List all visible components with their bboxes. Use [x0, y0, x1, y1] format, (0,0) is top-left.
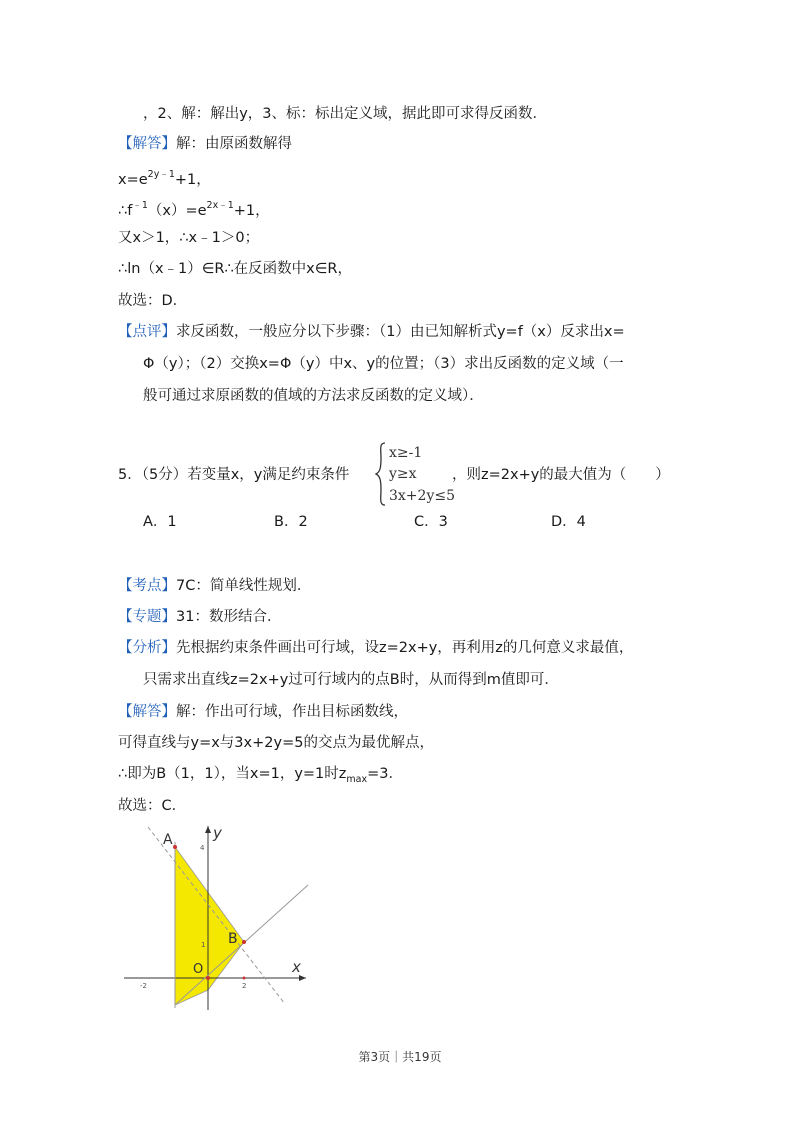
text-line-2: [118, 134, 292, 154]
jieda-text-3-sub: max: [346, 773, 368, 785]
tick-label-y-4: 4: [200, 844, 205, 852]
option-c: C．3: [414, 514, 448, 530]
tag-fenxi: 【分析】: [118, 640, 176, 656]
tag-jieda: 【解答】: [118, 136, 176, 152]
text-line-8: [118, 322, 625, 342]
jieda-text-2: 可得直线与y=x与3x+2y=5的交点为最优解点，: [118, 735, 434, 751]
text-line-9: Φ（y）；（2）交换x=Φ（y）中x、y的位置；（3）求出反函数的定义域（一: [143, 356, 624, 372]
text-line-10: 般可通过求原函数的值域的方法求反函数的定义域）．: [143, 388, 484, 404]
zhuanti-line: [118, 607, 281, 627]
option-d: D．4: [551, 514, 586, 530]
constraint-1: x≥-1: [389, 445, 423, 461]
question-suffix: ，则z=2x+y的最大值为（ ）: [452, 467, 670, 483]
option-b: B．2: [274, 514, 308, 530]
tick-label-x-minus-2: -2: [140, 982, 147, 990]
jieda-text-1: 解：作出可行域，作出目标函数线，: [176, 704, 408, 720]
feasible-region: [175, 847, 247, 1005]
text-line-5: 又x＞1，∴x﹣1＞0；: [118, 230, 260, 246]
text-line-8-rest: 求反函数，一般应分以下步骤：（1）由已知解析式y=f（x）反求出x=: [176, 324, 625, 340]
text-line-4-exponent: 2x﹣1: [206, 200, 234, 211]
label-x: x: [292, 958, 301, 976]
point-a-marker: [173, 845, 177, 849]
text-line-3: [118, 166, 211, 190]
constraint-2: y≥x: [389, 466, 417, 482]
tag-kaodian: 【考点】: [118, 578, 176, 594]
page-footer: 第3页｜共19页: [358, 1050, 442, 1064]
jieda-text-3: [118, 764, 403, 790]
fenxi-text-1: 先根据约束条件画出可行域，设z=2x+y，再利用z的几何意义求最值，: [176, 640, 634, 656]
jieda-text-3-pre: ∴即为B（1，1），当x=1，y=1时z: [118, 766, 347, 782]
text-line-2-rest: 解：由原函数解得: [176, 136, 292, 152]
tick-label-x-2: 2: [242, 982, 247, 990]
point-o-marker: [206, 976, 210, 980]
label-y: y: [213, 824, 222, 842]
jieda-line: [118, 702, 408, 722]
text-line-3-exponent: 2y﹣1: [147, 169, 175, 180]
text-line-6: ∴ln（x﹣1）∈R∴在反函数中x∈R，: [118, 261, 352, 277]
text-line-3-base: x=e: [118, 171, 148, 188]
system-brace: [375, 442, 387, 506]
text-line-7: 故选：D．: [118, 293, 188, 309]
answer-line: 故选：C．: [118, 798, 187, 814]
constraint-3: 3x+2y≤5: [389, 488, 455, 504]
tag-dianping: 【点评】: [118, 324, 176, 340]
text-line-4-base: ∴f: [118, 202, 133, 219]
fenxi-line: [118, 638, 633, 658]
tag-jieda-2: 【解答】: [118, 704, 176, 720]
question-prefix: 5．（5分）若变量x，y满足约束条件: [118, 467, 350, 483]
text-line-4-tail: +1，: [233, 202, 270, 219]
feasible-region-figure: [120, 822, 310, 1012]
tag-zhuanti: 【专题】: [118, 609, 176, 625]
tick-marker-2: [243, 977, 246, 980]
tick-label-y-1: 1: [201, 941, 206, 949]
label-o: O: [193, 962, 204, 977]
text-line-1: ，2、解：解出y，3、标：标出定义域，据此即可求得反函数．: [143, 106, 548, 122]
jieda-text-3-post: =3．: [367, 766, 403, 782]
fenxi-text-2: 只需求出直线z=2x+y过可行域内的点B时，从而得到m值即可．: [143, 672, 559, 688]
label-a: A: [163, 832, 173, 848]
kaodian-text: 7C：简单线性规划．: [176, 578, 312, 594]
text-line-4-inverse-exponent: ﹣1: [132, 200, 148, 211]
text-line-4: [118, 197, 270, 221]
y-axis-arrow: [205, 826, 211, 833]
text-line-3-tail: +1，: [174, 171, 211, 188]
option-a: A．1: [143, 514, 177, 530]
point-b-marker: [242, 940, 246, 944]
zhuanti-text: 31：数形结合．: [176, 609, 282, 625]
kaodian-line: [118, 576, 311, 596]
label-b: B: [228, 931, 238, 947]
text-line-4-mid: （x）=e: [147, 202, 207, 219]
